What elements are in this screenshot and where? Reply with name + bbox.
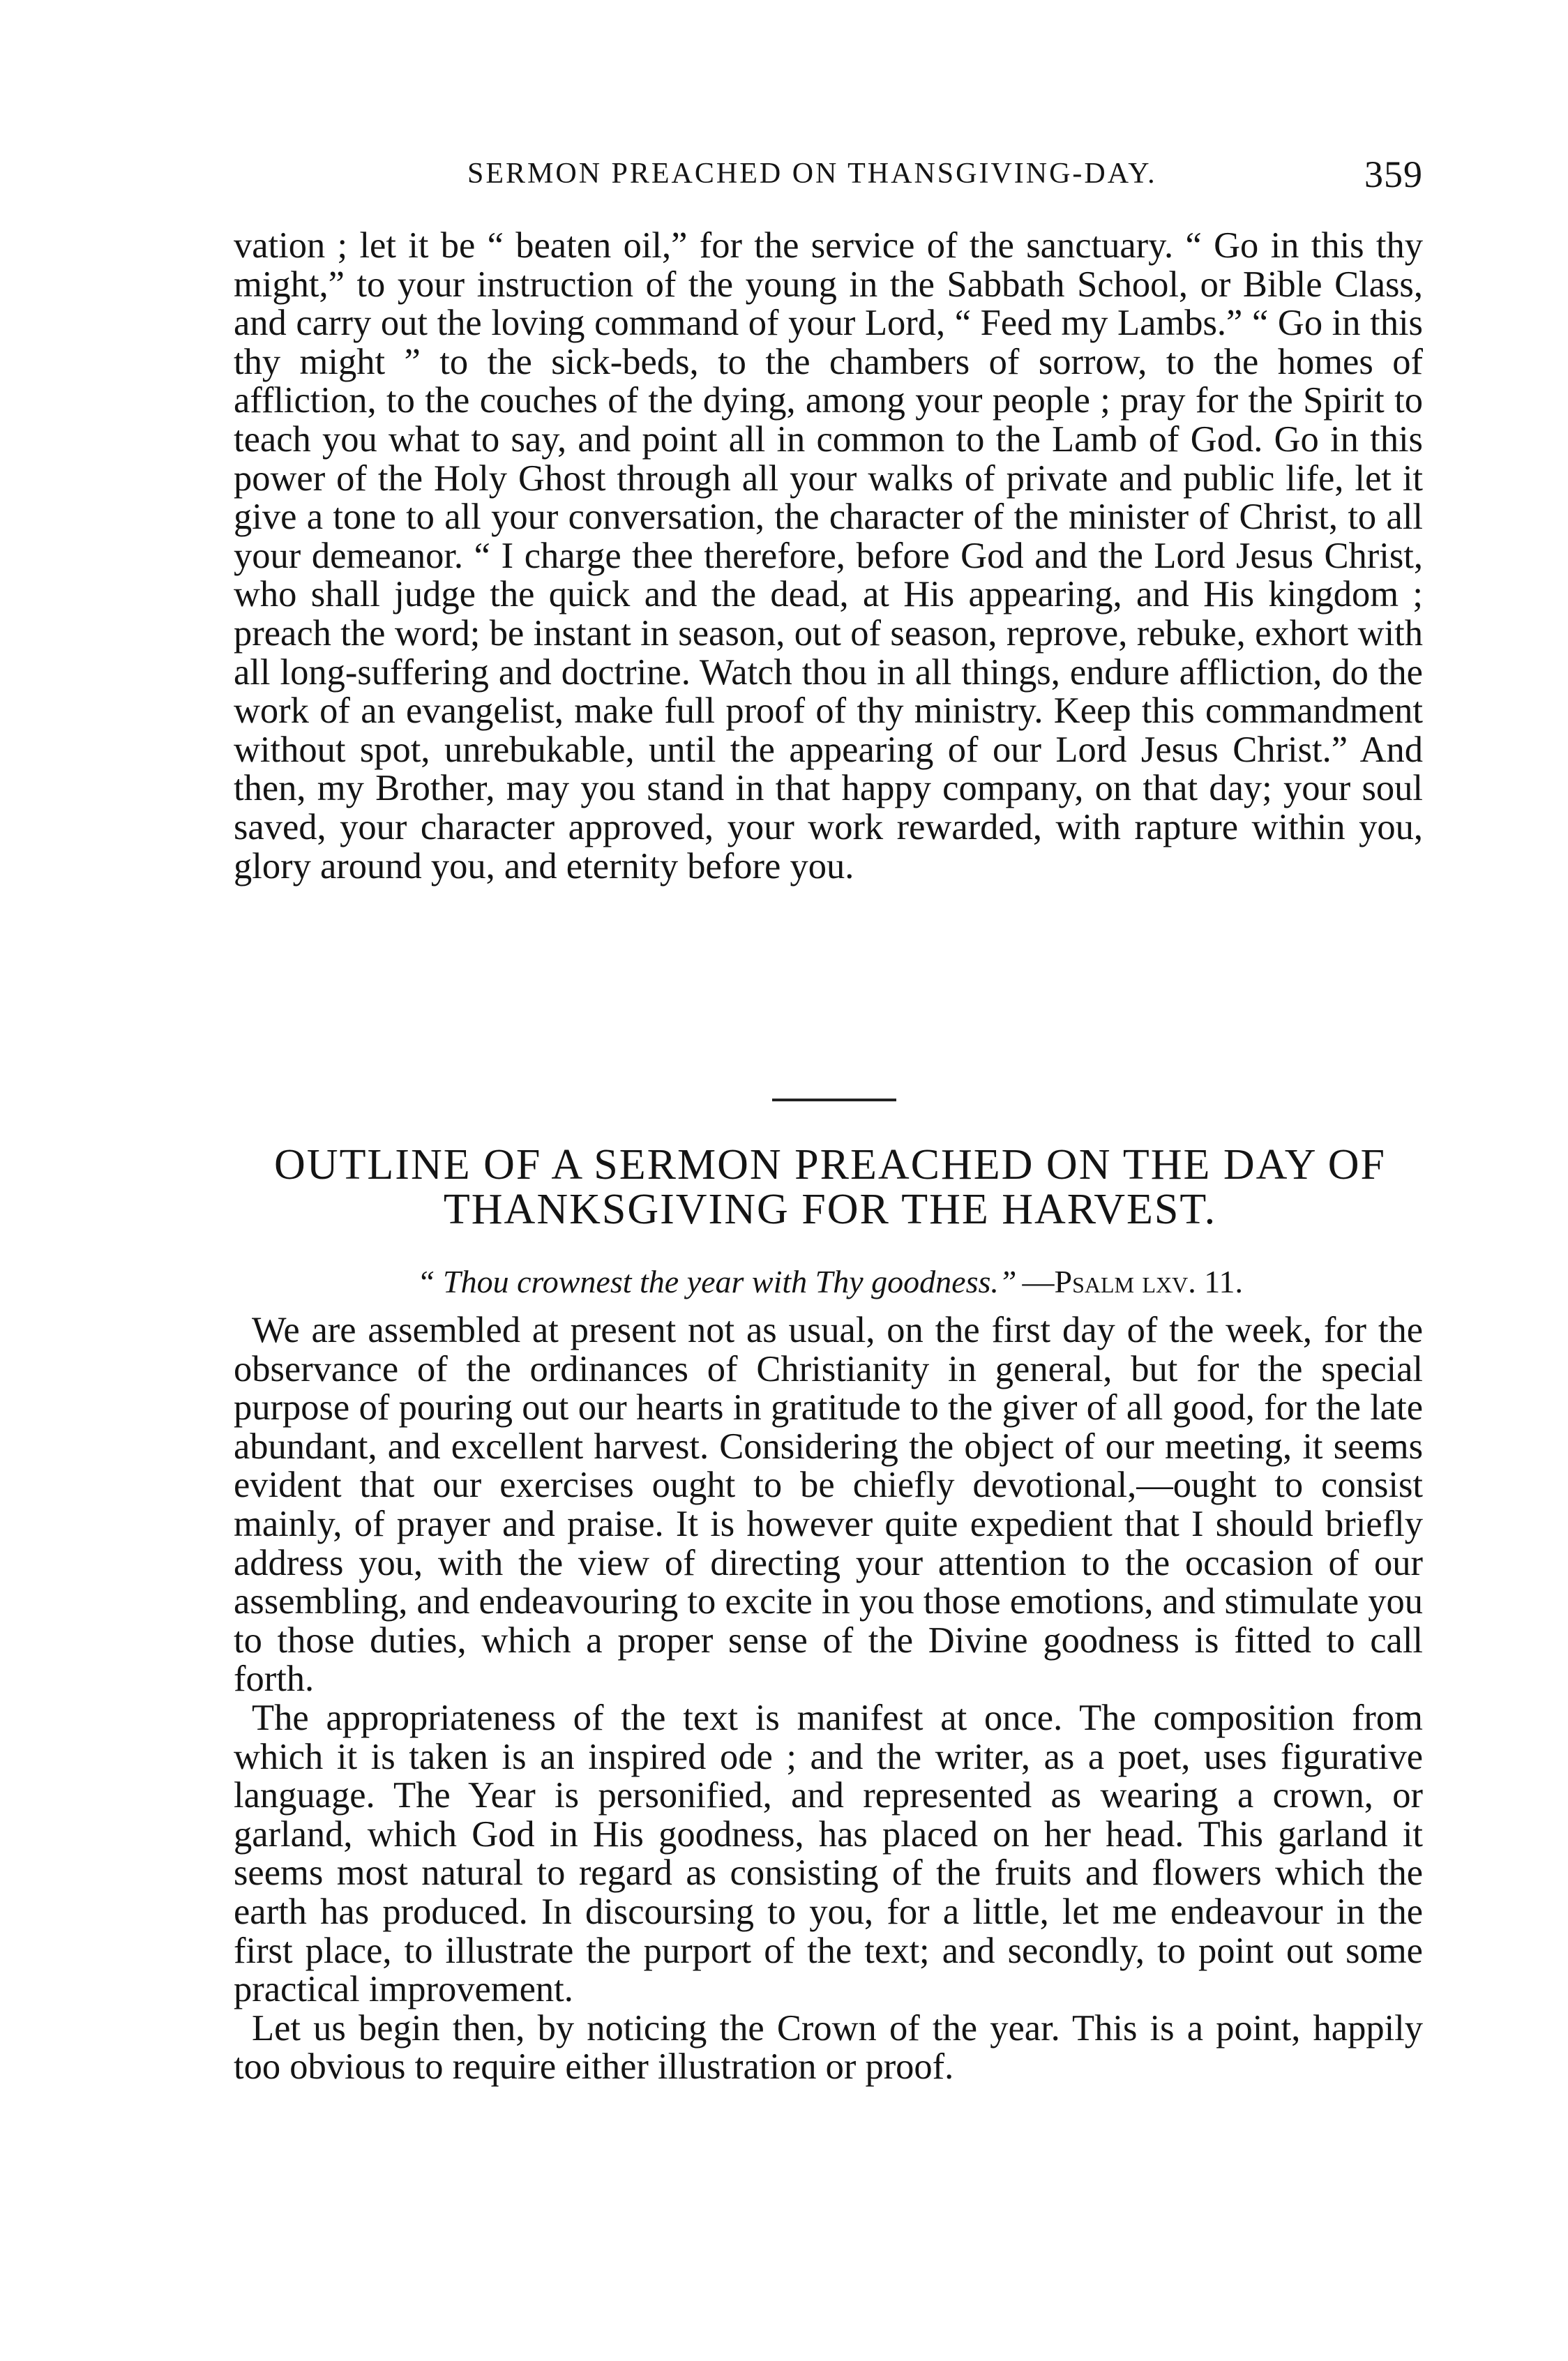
running-head	[234, 153, 1423, 206]
epigraph-reference: —Psalm lxv. 11.	[1022, 1264, 1244, 1299]
section-divider-rule	[772, 1099, 896, 1101]
section-heading	[209, 1142, 1451, 1232]
sermon-paragraph: We are assembled at present not as usual, on the first day of the week, for the observance of the ordinances of Christianity in general, but for the special purpose of pouring out our hearts in gratitude to the giver of all good, for the late abundant, and excellent harvest. Considering the object of our meeting, it seems evident that our exercises ought to be chiefly devotional,—ought to consist mainly, of prayer and praise. It is however quite expedient that I should briefly address you, with the view of directing your attention to the occasion of our assembling, and endeavouring to excite in you those emotions, and stimulate you to those duties, which a proper sense of the Divine goodness is fitted to call forth.	[234, 1310, 1423, 1700]
sermon-body	[234, 1311, 1423, 2087]
page-number: 359	[1364, 153, 1423, 195]
sermon-paragraph: The appropriateness of the text is manifest at once. The composition from which it is taken is an inspired ode ; and the writer, as a poet, uses figurative language. The Year is personified, and represented as wearing a crown, or garland, which God in His goodness, has placed on her head. This garland it seems most natural to regard as consisting of the fruits and flowers which the earth has produced. In discoursing to you, for a little, let me endeavour in the first place, to illustrate the purport of the text; and secondly, to point out some practical improvement.	[234, 1697, 1423, 2010]
sermon-paragraph: Let us begin then, by noticing the Crown of the year. This is a point, happily too obvious to require either illustration or proof.	[234, 2007, 1423, 2088]
running-title: SERMON PREACHED ON THANSGIVING-DAY.	[467, 158, 1157, 190]
epigraph-quote: “ Thou crownest the year with Thy goodness.”	[416, 1264, 1017, 1299]
continuation-paragraph: vation ; let it be “ beaten oil,” for the service of the sanctuary. “ Go in this thy might,” to your instruction of the young in the Sabbath School, or Bible Class, and carry out the loving command of your Lord, “ Feed my Lambs.” “ Go in this thy might ” to the sick-beds, to the chambers of sorrow, to the homes of affliction, to the couches of the dying, among your people ; pray for the Spirit to teach you what to say, and point all in common to the Lamb of God. Go in this power of the Holy Ghost through all your walks of private and public life, let it give a tone to all your conversation, the character of the minister of Christ, to all your demeanor. “ I charge thee therefore, before God and the Lord Jesus Christ, who shall judge the quick and the dead, at His appearing, and His kingdom ; preach the word; be instant in season, out of season, reprove, rebuke, exhort with all long-suffering and doctrine. Watch thou in all things, endure affliction, do the work of an evangelist, make full proof of thy ministry. Keep this commandment without spot, unrebukable, until the appearing of our Lord Jesus Christ.” And then, my Brother, may you stand in that happy company, on that day; your soul saved, your character approved, your work rewarded, with rapture within you, glory around you, and eternity before you.	[234, 225, 1423, 887]
section-heading-line-1: OUTLINE OF A SERMON PREACHED ON THE DAY OF	[274, 1141, 1386, 1189]
epigraph	[209, 1262, 1451, 1302]
section-heading-line-2: THANKSGIVING FOR THE HARVEST.	[443, 1186, 1217, 1233]
